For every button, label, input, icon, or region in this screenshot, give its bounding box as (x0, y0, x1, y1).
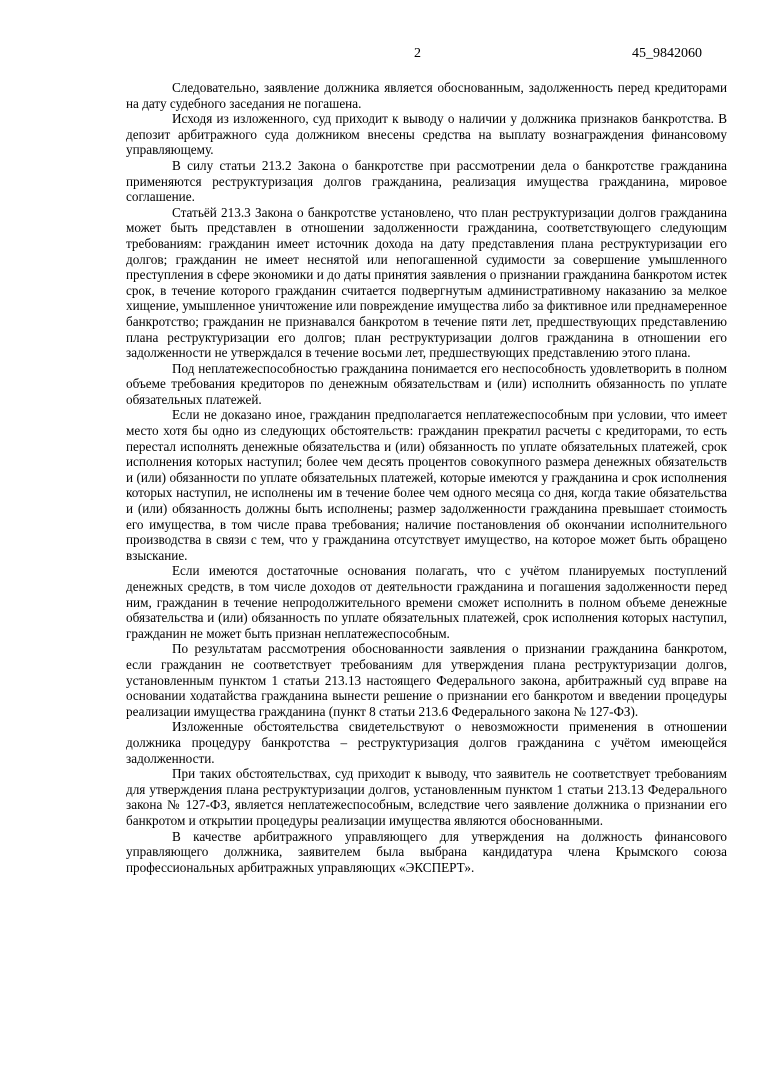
paragraph: По результатам рассмотрения обоснованности заявления о признании гражданина банкротом, если гражданин не соответствует требованиям для утверждения плана реструктуризации долгов, установленным пунктом 1 статьи 213.13 настоящего Федерального закона, арбитражный суд вправе на основании ходатайства гражданина вынести решение о признании его банкротом и введении процедуры реализации имущества гражданина (пункт 8 статьи 213.6 Федерального закона № 127-ФЗ). (126, 641, 727, 719)
page-number: 2 (414, 46, 421, 61)
paragraph: При таких обстоятельствах, суд приходит к выводу, что заявитель не соответствует требованиям для утверждения плана реструктуризации долгов, установленным пунктом 1 статьи 213.13 Федерального закона № 127-ФЗ, является неплатежеспособным, вследствие чего заявление должника о признании его банкротом и открытии процедуры реализации имущества являются обоснованными. (126, 766, 727, 828)
document-id: 45_9842060 (632, 46, 702, 61)
paragraph: В качестве арбитражного управляющего для утверждения на должность финансового управляющего должника, заявителем была выбрана кандидатура члена Крымского союза профессиональных арбитражных управляющих «ЭКСПЕРТ». (126, 828, 727, 875)
paragraph: Следовательно, заявление должника является обоснованным, задолженность перед кредиторами на дату судебного заседания не погашена. (126, 80, 727, 111)
document-body (126, 80, 727, 875)
paragraph: В силу статьи 213.2 Закона о банкротстве при рассмотрении дела о банкротстве гражданина применяются реструктуризация долгов гражданина, реализация имущества гражданина, мировое соглашение. (126, 157, 727, 205)
paragraph: Изложенные обстоятельства свидетельствуют о невозможности применения в отношении должника процедуру банкротства – реструктуризация долгов гражданина с учётом имеющейся задолженности. (126, 719, 727, 766)
paragraph: Исходя из изложенного, суд приходит к выводу о наличии у должника признаков банкротства. В депозит арбитражного суда должником внесены средства на выплату вознаграждения финансовому управляющему. (126, 111, 727, 158)
paragraph: Если имеются достаточные основания полагать, что с учётом планируемых поступлений денежных средств, в том числе доходов от деятельности гражданина и погашения задолженности перед ним, гражданин в течение непродолжительного времени сможет исполнить в полном объеме денежные обязательства и (или) обязанность по уплате обязательных платежей, срок исполнения которых наступил, гражданин не может быть признан неплатежеспособным. (126, 563, 727, 641)
paragraph: Статьёй 213.3 Закона о банкротстве установлено, что план реструктуризации долгов гражданина может быть представлен в отношении задолженности гражданина, соответствующего следующим требованиям: гражданин имеет источник дохода на дату представления плана реструктуризации его долгов; гражданин не имеет неснятой или непогашенной судимости за совершение умышленного преступления в сфере экономики и до даты принятия заявления о признании гражданина банкротом истек срок, в течение которого гражданин считается подвергнутым административному наказанию за мелкое хищение, умышленное уничтожение или повреждение имущества либо за фиктивное или преднамеренное банкротство; гражданин не признавался банкротом в течение пяти лет, предшествующих представлению плана реструктуризации его долгов; план реструктуризации долгов гражданина в отношении его задолженности не утверждался в течение восьми лет, предшествующих представлению этого плана. (126, 204, 727, 361)
paragraph: Если не доказано иное, гражданин предполагается неплатежеспособным при условии, что имеет место хотя бы одно из следующих обстоятельств: гражданин прекратил расчеты с кредиторами, то есть перестал исполнять денежные обязательства и (или) обязанность по уплате обязательных платежей, срок исполнения которых наступил; более чем десять процентов совокупного размера денежных обязательств и (или) обязанности по уплате обязательных платежей, которые имеются у гражданина и срок исполнения которых наступил, не исполнены им в течение более чем одного месяца со дня, когда такие обязательства и (или) обязанность должны быть исполнены; размер задолженности гражданина превышает стоимость его имущества, в том числе права требования; наличие постановления об окончании исполнительного производства в связи с тем, что у гражданина отсутствует имущество, на которое может быть обращено взыскание. (126, 407, 727, 563)
paragraph: Под неплатежеспособностью гражданина понимается его неспособность удовлетворить в полном объеме требования кредиторов по денежным обязательствам и (или) исполнить обязанность по уплате обязательных платежей. (126, 360, 727, 407)
